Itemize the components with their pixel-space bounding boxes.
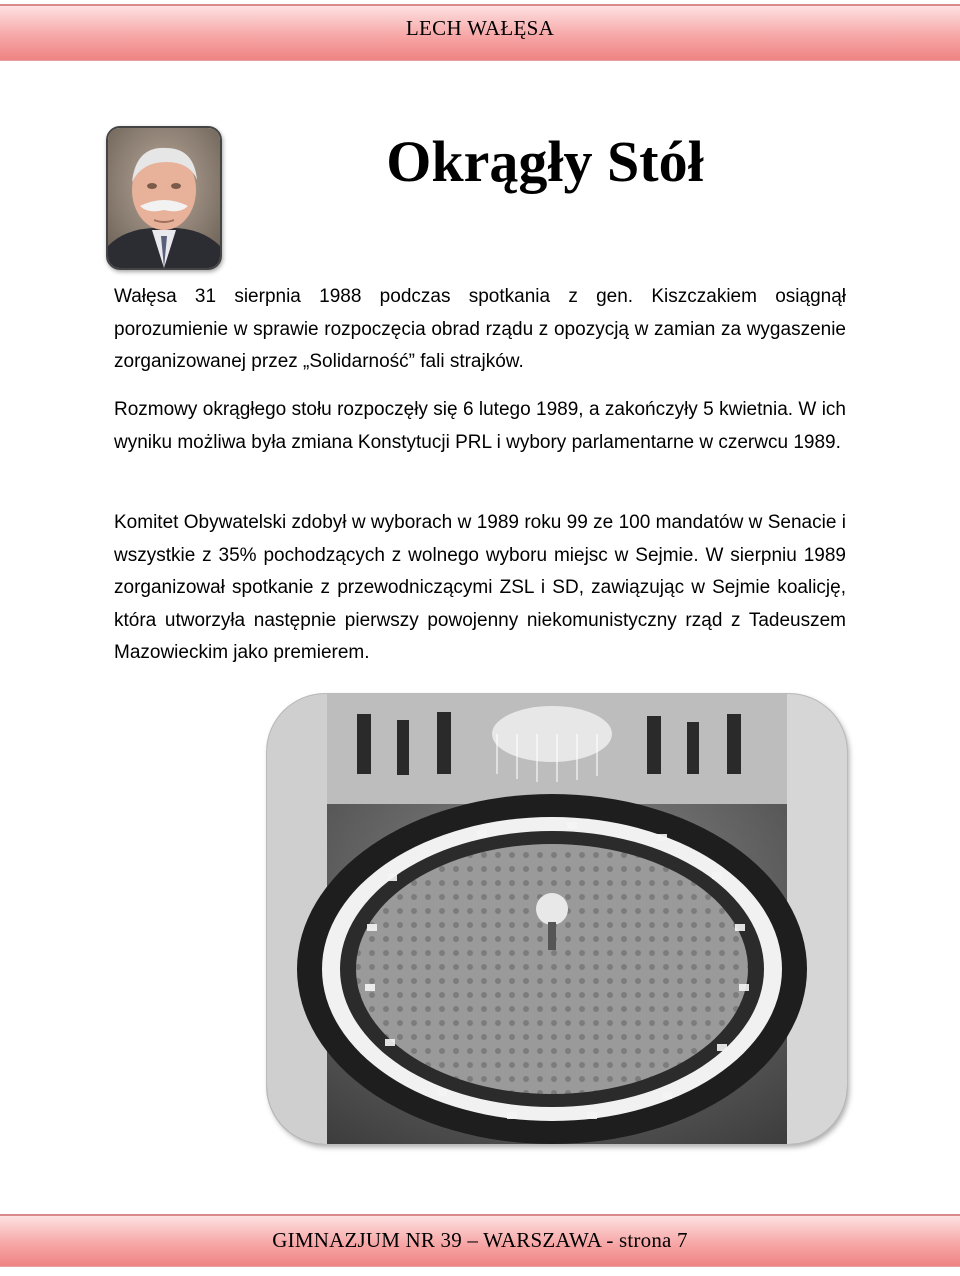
portrait-photo: [106, 126, 222, 270]
paragraph-3: Komitet Obywatelski zdobył w wyborach w 1989 roku 99 ze 100 mandatów w Senacie i wszystkie z 35% pochodzących z wolnego wyboru miejsc w Sejmie. W sierpniu 1989 zorganizował spotkanie z przewodniczącymi ZSL i SD, zawiązując w Sejmie koalicję, która utworzyła następnie pierwszy powojenny niekomunistyczny rząd z Tadeuszem Mazowieckim jako premierem.: [114, 512, 846, 663]
round-table-photo: [267, 694, 847, 1144]
page-title: Okrągły Stół: [386, 129, 704, 194]
footer-text: GIMNAZJUM NR 39 – WARSZAWA - strona 7: [272, 1228, 688, 1252]
paragraph-2: Rozmowy okrągłego stołu rozpoczęły się 6 lutego 1989, a zakończyły 5 kwietnia. W ich wyniku możliwa była zmiana Konstytucji PRL i wybory parlamentarne w czerwcu 1989.: [114, 399, 846, 453]
header-title: LECH WAŁĘSA: [405, 16, 555, 40]
paragraph-1: Wałęsa 31 sierpnia 1988 podczas spotkania z gen. Kiszczakiem osiągnął porozumienie w sprawie rozpoczęcia obrad rządu z opozycją w zamian za wygaszenie zorganizowanej przez „Solidarność” fali strajków.: [114, 286, 846, 372]
page-header: [0, 4, 960, 61]
page-footer: [0, 1214, 960, 1267]
